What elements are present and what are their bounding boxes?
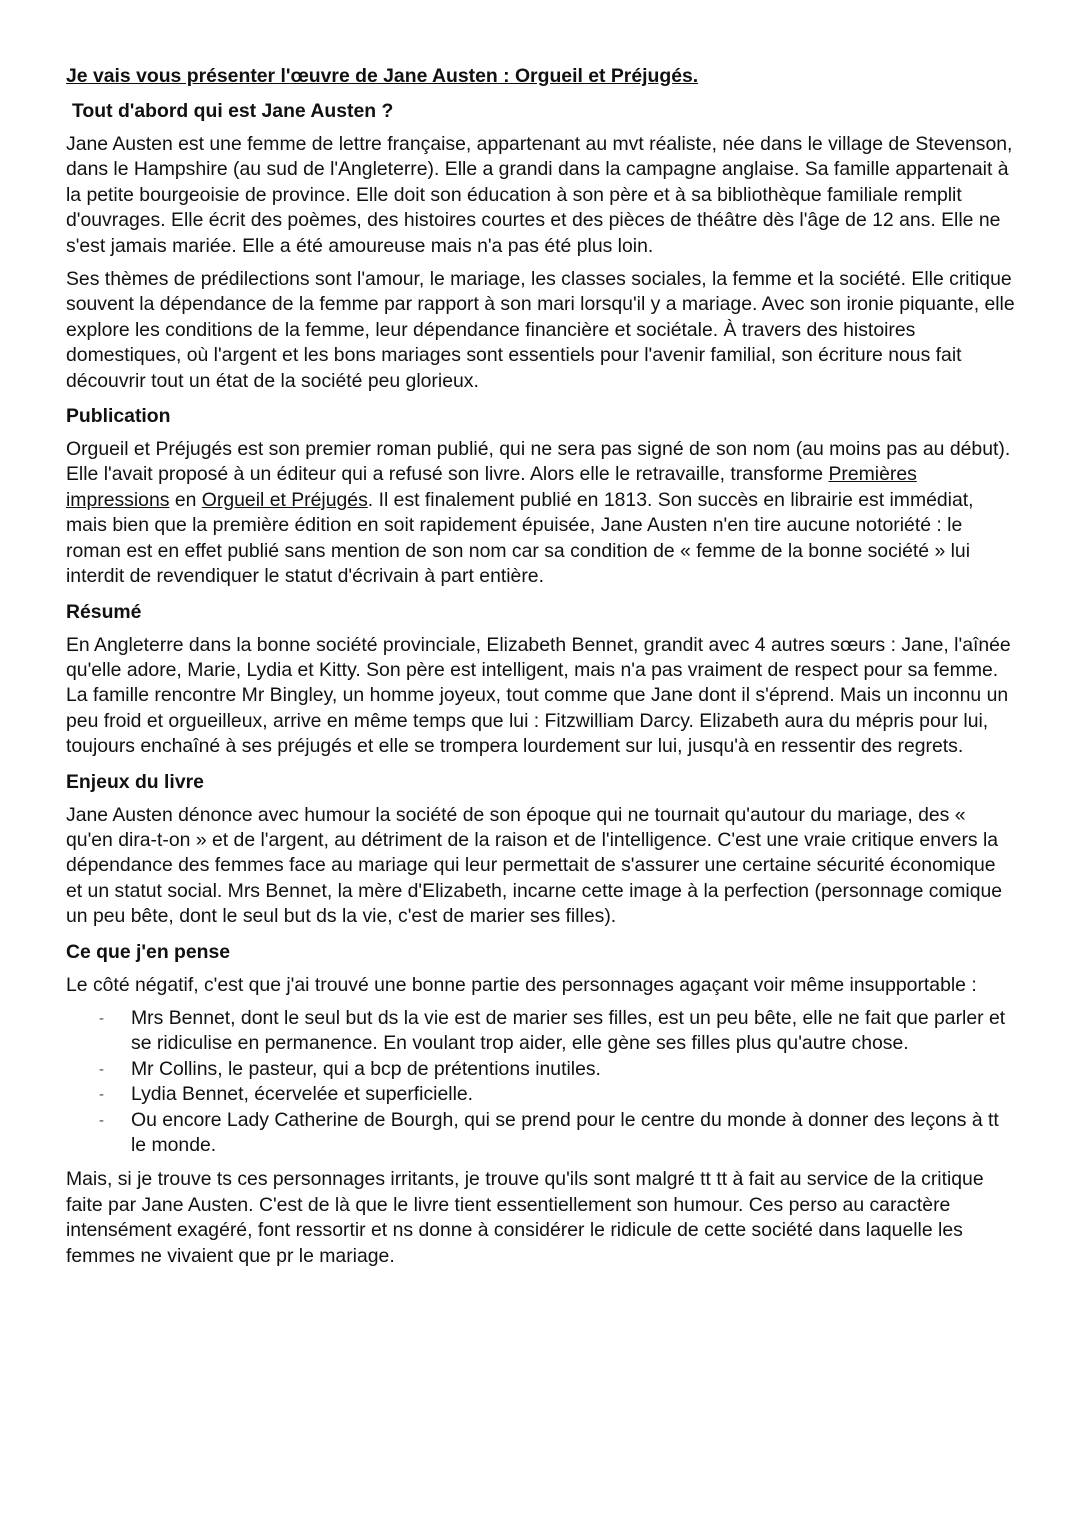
opinion-conclusion: Mais, si je trouve ts ces personnages irritants, je trouve qu'ils sont malgré tt tt à fait au service de la critique faite par Jane Austen. C'est de là que le livre tient essentiellement son humour. Ces perso au caractère intensément exagéré, font ressortir et ns donne à considérer le ridicule de cette société dans laquelle les femmes ne vivaient que pr le mariage. <box>66 1168 984 1267</box>
author-paragraph-2: Ses thèmes de prédilections sont l'amour, le mariage, les classes sociales, la femme et la société. Elle critique souvent la dépendance de la femme par rapport à son mari lorsqu'il y a mariage. Avec son ironie piquante, elle explore les conditions de la femme, leur dépendance financière et sociétale. À travers des histoires domestiques, où l'argent et les bons mariages sont essentiels pour l'avenir familial, son écriture nous fait découvrir tout un état de la société peu glorieux. <box>66 268 1015 392</box>
stakes-paragraph: Jane Austen dénonce avec humour la société de son époque qui ne tournait qu'autour du mariage, des « qu'en dira-t-on » et de l'argent, au détriment de la raison et de l'intelligence. C'est une vraie critique envers la dépendance des femmes face au mariage qui leur permettait de s'assurer une certaine sécurité économique et un statut social. Mrs Bennet, la mère d'Elizabeth, incarne cette image à la perfection (personnage comique un peu bête, dont le seul but ds la vie, c'est de marier ses filles). <box>66 803 1003 928</box>
bullet-dash: - <box>99 1060 104 1078</box>
section-heading-author: Tout d'abord qui est Jane Austen ? <box>72 100 394 122</box>
list-item-text: Lydia Bennet, écervelée et superficielle. <box>131 1083 474 1106</box>
publication-text-3: . Il est finalement publié en 1813. Son succès en librairie est immédiat, mais bien que la première édition en soit rapidement épuisée, Jane Austen n'en tire aucune notoriété : le roman est en effet publié sans mention de son nom car sa condition de « femme de la bonne société » lui interdit de revendiquer le statut d'écrivain à part entière. <box>66 488 974 588</box>
list-item <box>66 1082 1016 1107</box>
publication-paragraph <box>66 437 1016 589</box>
opinion-intro: Le côté négatif, c'est que j'ai trouvé une bonne partie des personnages agaçant voir même insupportable : <box>66 973 977 996</box>
list-item <box>66 1006 1016 1057</box>
bullet-dash: - <box>99 1086 104 1104</box>
publication-text-2: en <box>169 488 202 511</box>
list-item-text: Ou encore Lady Catherine de Bourgh, qui se prend pour le centre du monde à donner des leçons à tt le monde. <box>131 1108 999 1156</box>
document-page <box>66 62 1016 1277</box>
section-heading-opinion: Ce que j'en pense <box>66 940 231 963</box>
publication-text-1: Orgueil et Préjugés est son premier roman publié, qui ne sera pas signé de son nom (au moins pas au début). Elle l'avait proposé à un éditeur qui a refusé son livre. Alors elle le retravaille, transforme <box>66 438 1011 486</box>
document-title: Je vais vous présenter l'œuvre de Jane Austen : Orgueil et Préjugés. <box>66 65 699 87</box>
bullet-dash: - <box>99 1111 104 1129</box>
list-item-text: Mr Collins, le pasteur, qui a bcp de prétentions inutiles. <box>131 1057 601 1080</box>
opinion-list <box>66 1006 1016 1158</box>
section-heading-stakes: Enjeux du livre <box>66 770 204 793</box>
section-heading-summary: Résumé <box>66 600 142 623</box>
summary-paragraph: En Angleterre dans la bonne société provinciale, Elizabeth Bennet, grandit avec 4 autres sœurs : Jane, l'aînée qu'elle adore, Marie, Lydia et Kitty. Son père est intelligent, mais n'a pas vraiment de respect pour sa femme. La famille rencontre Mr Bingley, un homme joyeux, tout comme que Jane dont il s'éprend. Mais un inconnu un peu froid et orgueilleux, arrive en même temps que lui : Fitzwilliam Darcy. Elizabeth aura du mépris pour lui, toujours enchaîné à ses préjugés et elle se trompera lourdement sur lui, jusqu'à en ressentir des regrets. <box>66 633 1011 758</box>
section-heading-publication: Publication <box>66 405 171 428</box>
underlined-title-orgueil-et-prejuges: Orgueil et Préjugés <box>201 488 368 511</box>
bullet-dash: - <box>99 1009 104 1027</box>
author-paragraph-1: Jane Austen est une femme de lettre française, appartenant au mvt réaliste, née dans le village de Stevenson, dans le Hampshire (au sud de l'Angleterre). Elle a grandi dans la campagne anglaise. Sa famille appartenait à la petite bourgeoisie de province. Elle doit son éducation à son père et à sa bibliothèque familiale remplit d'ouvrages. Elle écrit des poèmes, des histoires courtes et des pièces de théâtre dès l'âge de 12 ans. Elle ne s'est jamais mariée. Elle a été amoureuse mais n'a pas été plus loin. <box>66 133 1013 257</box>
list-item <box>66 1108 1016 1159</box>
list-item-text: Mrs Bennet, dont le seul but ds la vie est de marier ses filles, est un peu bête, elle ne fait que parler et se ridiculise en permanence. En voulant trop aider, elle gène ses filles plus qu'autre chose. <box>131 1006 1006 1055</box>
underlined-title-premieres-impressions: Premières impressions <box>66 463 917 511</box>
list-item <box>66 1057 1016 1082</box>
